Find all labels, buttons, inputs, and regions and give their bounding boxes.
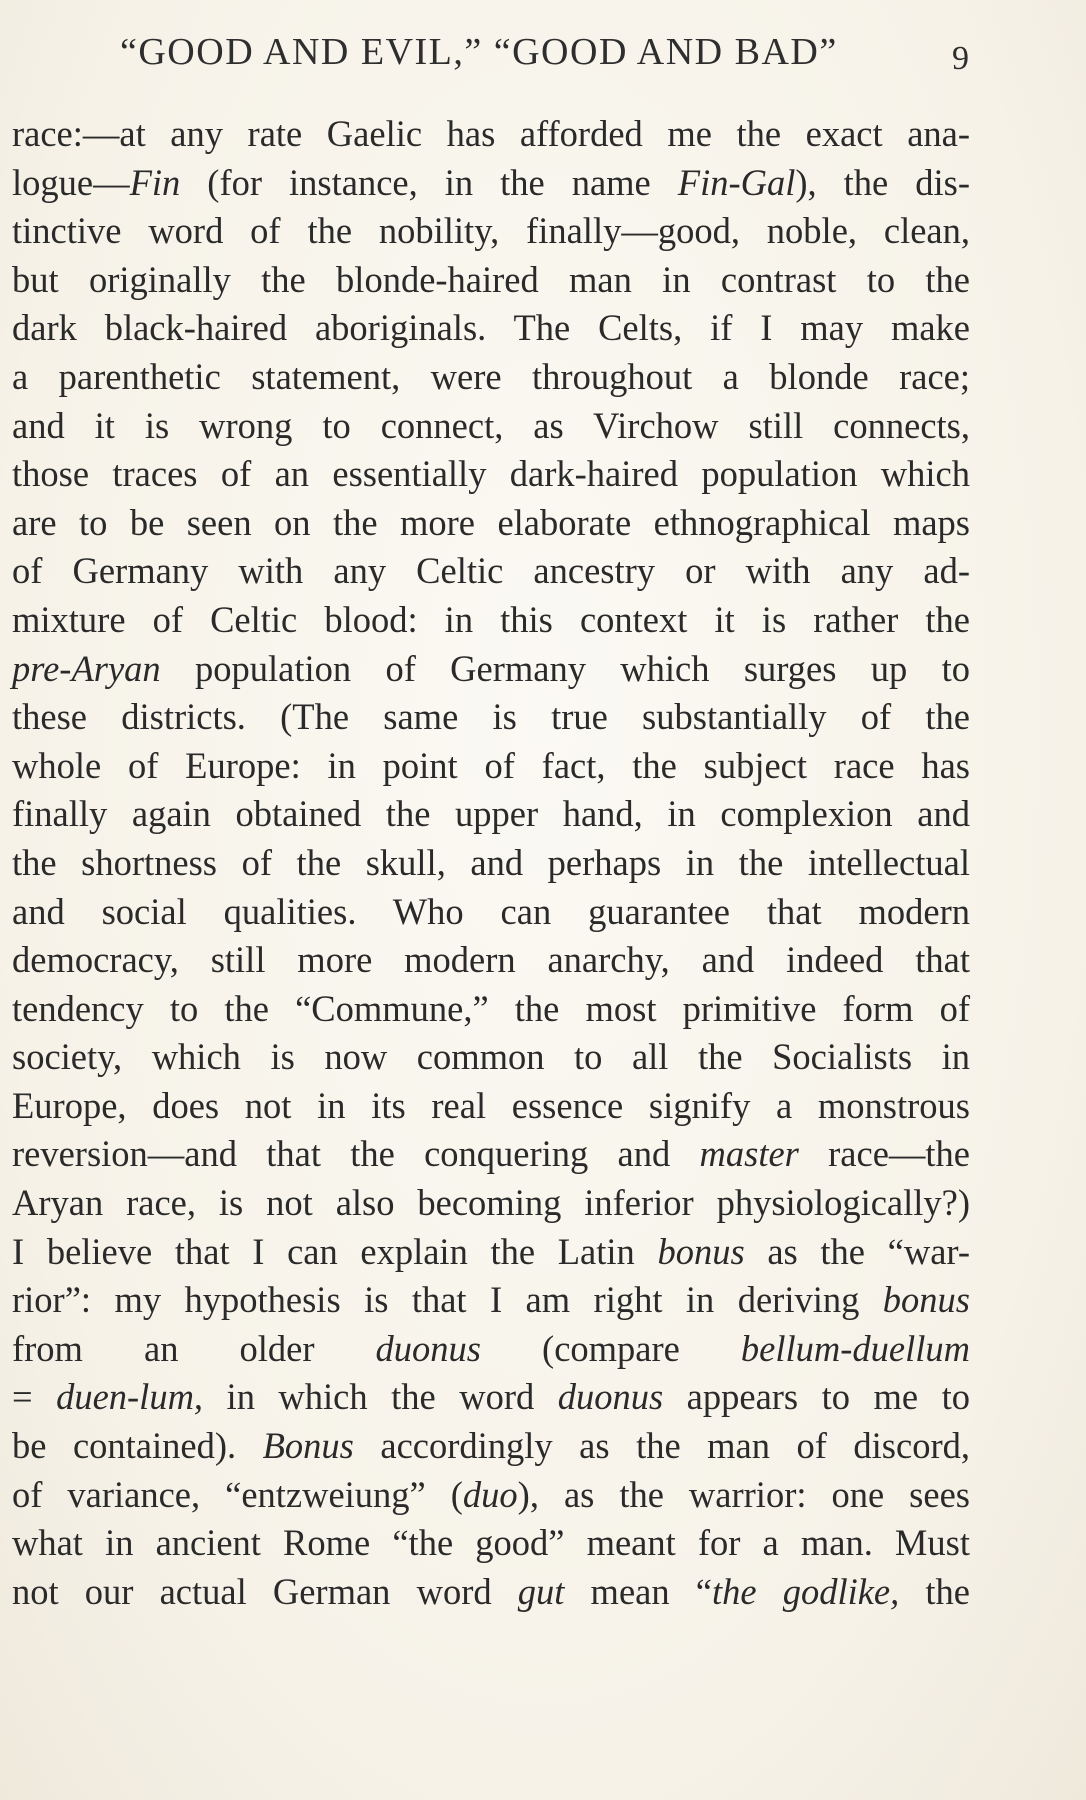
running-head: “GOOD AND EVIL,” “GOOD AND BAD” [120,31,838,73]
text-run: be contained). [12,1425,263,1467]
text-run: rior”: my hypothesis is that I am right in deriving [12,1279,883,1321]
text-run: reversion—and that the conquering and [12,1133,700,1175]
italic-text: duo [462,1473,518,1515]
text-run: these districts. (The same is true substantially of the [12,696,970,738]
text-line [12,888,970,937]
text-line [12,450,970,499]
text-line [12,645,970,694]
text-line [12,402,970,451]
italic-text: bellum-duellum [740,1327,970,1369]
text-run: in which the word [203,1376,558,1418]
text-run: mixture of Celtic blood: in this context it is rather the [12,598,970,640]
text-run: race:—at any rate Gaelic has afforded me the exact ana- [12,113,970,154]
italic-text: Bonus [262,1425,354,1467]
text-run: population of Germany which surges up to [160,647,970,689]
text-run: mean “ [564,1570,712,1612]
italic-text: gut [517,1570,565,1612]
text-run: tendency to the “Commune,” the most primitive form of [12,987,970,1029]
text-run: from an older [12,1327,376,1369]
text-line [12,159,970,208]
italic-text: bonus [657,1230,745,1272]
text-run: race—the [798,1133,970,1175]
text-line [12,1519,970,1568]
text-run: not our actual German word [12,1570,518,1612]
text-run: whole of Europe: in point of fact, the subject race has [12,744,970,786]
text-line [12,1130,970,1179]
text-line [12,207,970,256]
text-line [12,1373,970,1422]
italic-text: duonus [557,1376,664,1418]
text-run: are to be seen on the more elaborate ethnographical maps [12,501,970,543]
text-line [12,547,970,596]
page-header [0,30,1086,80]
text-run: ), as the warrior: one sees [517,1473,970,1515]
text-line [12,1179,970,1228]
text-run: those traces of an essentially dark-haired population which [12,453,970,495]
text-line [12,790,970,839]
text-line [12,985,970,1034]
text-run: and social qualities. Who can guarantee that modern [12,890,970,932]
text-line [12,839,970,888]
text-run: as the “war- [744,1230,970,1272]
text-line [12,110,970,159]
text-run: ), the dis- [795,161,971,203]
text-line [12,1082,970,1131]
text-line [12,353,970,402]
italic-text: Fin-Gal [677,161,796,203]
text-line [12,1568,970,1617]
text-run: what in ancient Rome “the good” meant for a man. Must [12,1522,970,1564]
text-line [12,1033,970,1082]
text-line [12,1422,970,1471]
text-run: accordingly as the man of discord, [353,1425,970,1467]
italic-text: duen-lum, [56,1376,204,1418]
text-run: the [899,1570,971,1612]
text-run: (for instance, in the name [180,161,678,203]
italic-text: Fin [129,161,181,203]
text-line [12,1276,970,1325]
italic-text: the godlike, [711,1570,900,1612]
text-run: of Germany with any Celtic ancestry or with any ad- [12,550,970,592]
text-run: tinctive word of the nobility, finally—good, noble, clean, [12,210,970,252]
text-run: appears to me to [663,1376,970,1418]
italic-text: master [699,1133,799,1175]
italic-text: pre-Aryan [12,647,161,689]
text-run: logue— [12,161,130,203]
text-line [12,693,970,742]
text-run: but originally the blonde-haired man in contrast to the [12,258,970,300]
text-line [12,596,970,645]
italic-text: bonus [882,1279,970,1321]
text-run: Aryan race, is not also becoming inferior physiologically?) [12,1182,970,1224]
text-line [12,742,970,791]
text-line [12,1228,970,1277]
text-run: = [12,1376,57,1418]
text-run: I believe that I can explain the Latin [12,1230,658,1272]
text-run: dark black-haired aboriginals. The Celts, if I may make [12,307,970,349]
text-line [12,304,970,353]
page-number: 9 [952,40,969,77]
text-run: democracy, still more modern anarchy, and indeed that [12,939,970,981]
text-run: finally again obtained the upper hand, in complexion and [12,793,970,835]
text-line [12,1471,970,1520]
text-line [12,499,970,548]
text-run: (compare [481,1327,741,1369]
text-run: society, which is now common to all the Socialists in [12,1036,970,1078]
text-run: a parenthetic statement, were throughout a blonde race; [12,355,970,397]
text-line [12,1325,970,1374]
text-run: of variance, “entzweiung” ( [12,1473,463,1515]
text-run: Europe, does not in its real essence signify a monstrous [12,1084,970,1126]
italic-text: duonus [375,1327,481,1369]
body-text [12,110,970,1616]
text-run: the shortness of the skull, and perhaps in the intellectual [12,841,970,883]
text-line [12,256,970,305]
text-run: and it is wrong to connect, as Virchow still connects, [12,404,970,446]
text-line [12,936,970,985]
